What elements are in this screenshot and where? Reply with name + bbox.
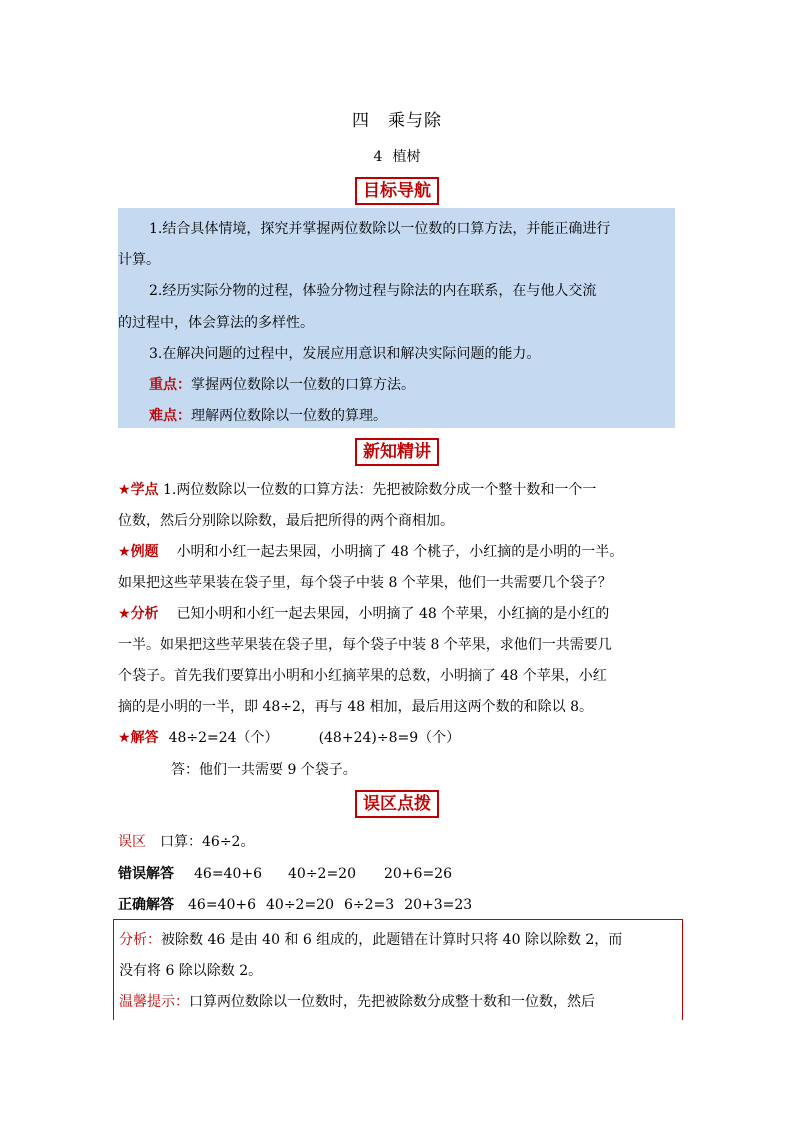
mistake-zone-text: 口算：46÷2。 (160, 834, 255, 850)
heading-mistake-guide: 误区点拨 (355, 790, 439, 818)
correct-answer-label: 正确解答 (118, 897, 174, 913)
correct-answer-line (118, 894, 472, 914)
key-point-label: 重点： (149, 377, 191, 393)
mistake-analysis-label: 分析： (119, 932, 161, 948)
correct-step-3: 6÷2=3 (344, 897, 395, 913)
chapter-title (0, 106, 794, 131)
difficult-point-label: 难点： (149, 408, 191, 424)
study-point-line-2: 位数，然后分别除以除数，最后把所得的两个商相加。 (118, 513, 454, 529)
lesson-number: 4 (373, 149, 383, 165)
correct-step-4: 20+3=23 (404, 897, 473, 913)
solution-step-2: (48+24)÷8=9（个） (318, 730, 461, 746)
correct-step-1: 46=40+6 (188, 897, 256, 913)
warm-tip-label: 温馨提示： (119, 994, 189, 1010)
star-icon: ★ (118, 544, 131, 560)
study-point-label: 学点 (130, 482, 159, 498)
wrong-step-1: 46=40+6 (194, 866, 262, 882)
example-label: 例题 (130, 544, 159, 560)
star-icon: ★ (118, 482, 131, 498)
goal-3: 3.在解决问题的过程中，发展应用意识和解决实际问题的能力。 (149, 346, 541, 362)
wrong-answer-line (118, 863, 452, 883)
wrong-step-2: 40÷2=20 (288, 866, 356, 882)
wrong-step-3: 20+6=26 (384, 866, 452, 882)
key-point-text: 掌握两位数除以一位数的口算方法。 (191, 377, 415, 393)
mistake-zone-line (118, 831, 254, 851)
analysis-line-2: 一半。如果把这些苹果装在袋子里，每个袋子中装 8 个苹果，求他们一共需要几 (118, 637, 612, 653)
lesson-name: 植树 (392, 149, 421, 165)
star-icon: ★ (118, 606, 131, 622)
wrong-answer-label: 错误解答 (118, 866, 174, 882)
lesson-title (0, 146, 794, 166)
example-text-1: 小明和小红一起去果园，小明摘了 48 个桃子，小红摘的是小明的一半。 (176, 544, 624, 560)
goal-2-line-1: 2.经历实际分物的过程，体验分物过程与除法的内在联系，在与他人交流 (149, 283, 597, 299)
analysis-label: 分析 (130, 606, 159, 622)
analysis-line-3: 个袋子。首先我们要算出小明和小红摘苹果的总数，小明摘了 48 个苹果，小红 (118, 668, 607, 684)
warm-tip-text: 口算两位数除以一位数时，先把被除数分成整十数和一位数，然后 (189, 994, 595, 1010)
chapter-name: 乘与除 (388, 111, 442, 131)
solution-label: 解答 (130, 730, 159, 746)
star-icon: ★ (118, 730, 131, 746)
solution-step-1: 48÷2=24（个） (168, 730, 279, 746)
heading-goal-navigation: 目标导航 (355, 177, 439, 205)
warm-tip-line (119, 991, 595, 1011)
example-line-2: 如果把这些苹果装在袋子里，每个袋子中装 8 个苹果，他们一共需要几个袋子？ (118, 575, 612, 591)
mistake-analysis-text-1: 被除数 46 是由 40 和 6 组成的，此题错在计算时只将 40 除以除数 2，而 (161, 932, 623, 948)
goal-1-line-2: 计算。 (118, 252, 160, 268)
goal-2-line-2: 的过程中，体会算法的多样性。 (118, 315, 314, 331)
solution-answer: 答：他们一共需要 9 个袋子。 (171, 762, 357, 778)
correct-step-2: 40÷2=20 (266, 897, 334, 913)
analysis-text-1: 已知小明和小红一起去果园，小明摘了 48 个苹果，小红摘的是小红的 (176, 606, 610, 622)
example-line-1 (118, 541, 623, 561)
goals-panel (118, 208, 675, 428)
mistake-analysis-box (113, 919, 683, 1020)
key-point (149, 374, 415, 394)
difficult-point (149, 405, 387, 425)
chapter-number: 四 (352, 111, 370, 131)
mistake-zone-label: 误区 (118, 834, 146, 850)
mistake-analysis-line-1 (119, 929, 622, 949)
mistake-analysis-line-2: 没有将 6 除以除数 2。 (119, 963, 263, 979)
heading-new-knowledge: 新知精讲 (355, 438, 439, 466)
analysis-line-4: 摘的是小明的一半，即 48÷2，再与 48 相加，最后用这两个数的和除以 8。 (118, 699, 593, 715)
difficult-point-text: 理解两位数除以一位数的算理。 (191, 408, 387, 424)
study-point-line-1 (118, 479, 596, 499)
solution-line (118, 727, 460, 747)
study-point-text-1: 1.两位数除以一位数的口算方法：先把被除数分成一个整十数和一个一 (163, 482, 597, 498)
goal-1-line-1: 1.结合具体情境，探究并掌握两位数除以一位数的口算方法，并能正确进行 (149, 221, 611, 237)
analysis-line-1 (118, 603, 609, 623)
